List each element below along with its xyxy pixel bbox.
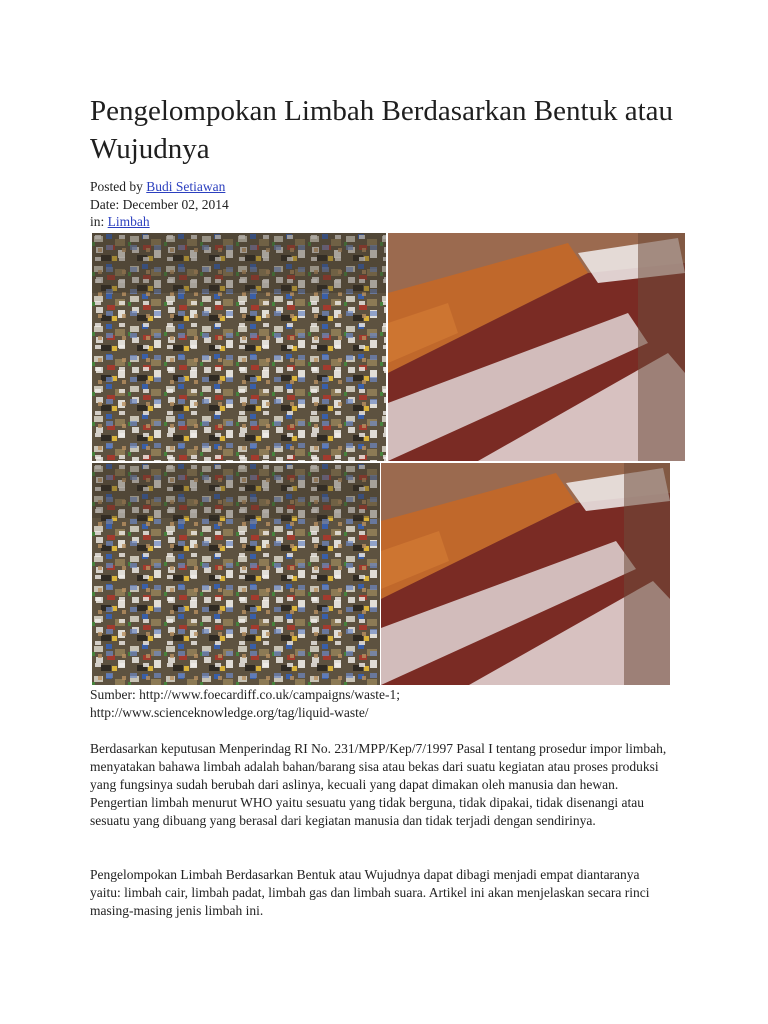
paragraph-1: Berdasarkan keputusan Menperindag RI No. 231/MPP/Kep/7/1997 Pasal I tentang prosedur impor limbah, menyatakan bahawa limbah adalah bahan/barang sisa atau bekas dari suatu kegiatan atau proses produksi yang fungsinya sudah berubah dari aslinya, kecuali yang dapat dimakan oleh manusia dan hewan. Pengertian limbah menurut WHO yaitu sesuatu yang tidak berguna, tidak dipakai, tidak disenangi atau sesuatu yang dibuang yang berasal dari kegiatan manusia dan tidak terjadi dengan sendirinya. — [90, 741, 667, 828]
solid-waste-landfill-photo-2 — [92, 463, 380, 685]
date-value: December 02, 2014 — [122, 196, 229, 212]
liquid-waste-channel-photo — [388, 233, 685, 461]
source-line-2: http://www.scienceknowledge.org/tag/liquid-waste/ — [90, 705, 369, 720]
category-link[interactable]: Limbah — [107, 214, 150, 229]
author-link[interactable]: Budi Setiawan — [146, 179, 226, 194]
date-label: Date: — [90, 196, 120, 212]
category-label: in: — [90, 214, 105, 229]
article-title: Pengelompokan Limbah Berdasarkan Bentuk atau Wujudnya — [90, 95, 674, 165]
posted-by-label: Posted by — [90, 179, 143, 194]
posted-by-line — [90, 178, 229, 196]
article-meta — [90, 178, 229, 231]
date-line — [90, 196, 229, 214]
source-line-1: Sumber: http://www.foecardiff.co.uk/campaigns/waste-1; — [90, 687, 401, 702]
category-line — [90, 213, 229, 231]
image-source — [90, 686, 400, 722]
liquid-waste-channel-photo-2 — [381, 463, 670, 685]
paragraph-2: Pengelompokan Limbah Berdasarkan Bentuk atau Wujudnya dapat dibagi menjadi empat diantaranya yaitu: limbah cair, limbah padat, limbah gas dan limbah suara. Artikel ini akan menjelaskan secara rinci masing-masing jenis limbah ini. — [90, 867, 650, 918]
solid-waste-landfill-photo — [92, 233, 386, 461]
